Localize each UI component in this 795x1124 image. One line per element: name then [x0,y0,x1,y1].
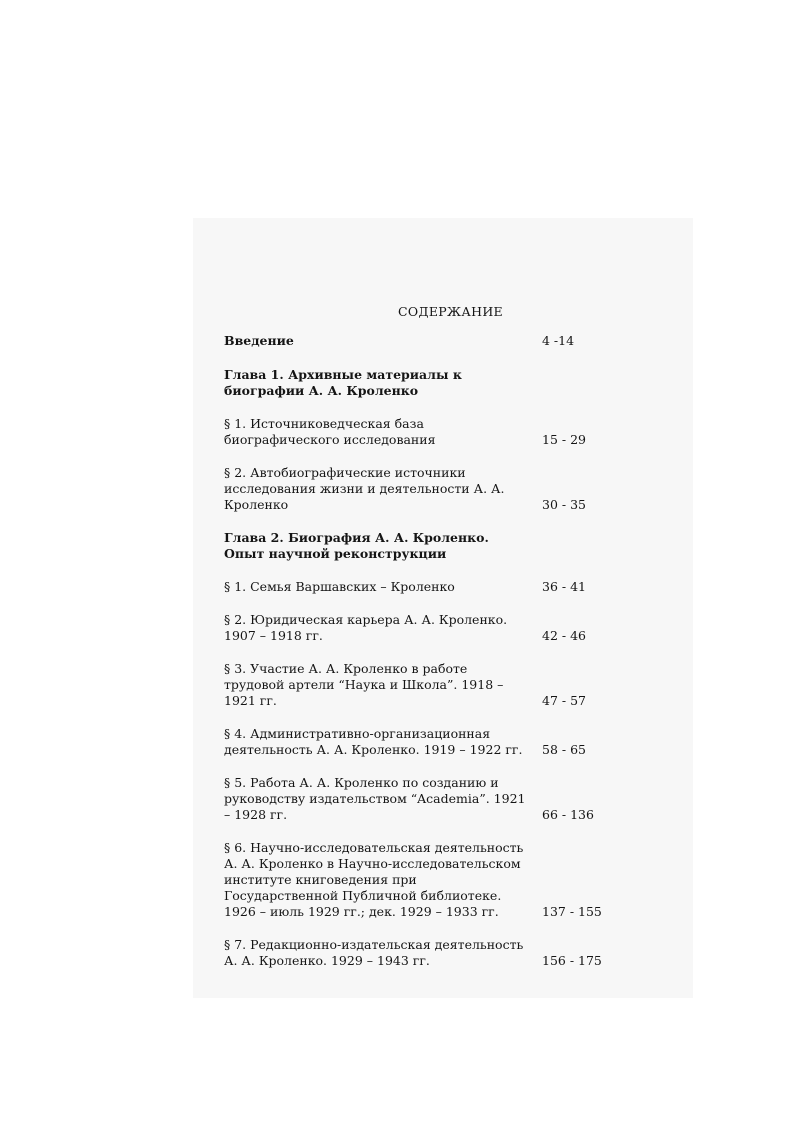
toc-entry-chapter-1 [224,367,614,399]
toc-entry-ch2-sec3 [224,661,614,709]
toc-entry-pages: 30 - 35 [542,497,586,512]
toc-entry-ch2-sec2 [224,612,614,644]
toc-entry-ch2-sec5 [224,775,614,823]
toc-entry-text: § 2. Автобиографические источники исследования жизни и деятельности А. А. Кроленко [224,465,505,512]
toc-entry-text: § 5. Работа А. А. Кроленко по созданию и руководству издательством “Academia”. 1921 – 1928 гг. [224,775,526,822]
toc-entry-ch2-sec1 [224,579,614,595]
toc-entry-pages: 15 - 29 [542,432,586,447]
toc-entry-pages: 137 - 155 [542,904,602,919]
toc-entry-text: Глава 2. Биография А. А. Кроленко. Опыт научной реконструкции [224,530,489,561]
toc-entry-text: Введение [224,333,294,348]
toc-entry-text: § 6. Научно-исследовательская деятельность А. А. Кроленко в Научно-исследовательском институте книговедения при Государственной Публичной библиотеке. 1926 – июль 1929 гг.; дек. 1929 – 1933 гг. [224,840,524,919]
toc-entry-ch2-sec7 [224,937,614,969]
toc-entry-text: § 3. Участие А. А. Кроленко в работе трудовой артели “Наука и Школа”. 1918 – 1921 гг. [224,661,504,708]
toc-entry-pages: 42 - 46 [542,628,586,643]
toc-entry-pages: 47 - 57 [542,693,586,708]
toc-entry-pages: 36 - 41 [542,579,586,594]
toc-entry-text: § 1. Семья Варшавских – Кроленко [224,579,455,594]
toc-entry-text: § 4. Административно-организационная деятельность А. А. Кроленко. 1919 – 1922 гг. [224,726,523,757]
toc-entry-text: § 2. Юридическая карьера А. А. Кроленко. 1907 – 1918 гг. [224,612,508,643]
toc-entry-pages: 66 - 136 [542,807,594,822]
page-title: СОДЕРЖАНИЕ [398,304,503,319]
toc-entry-ch2-sec4 [224,726,614,758]
toc-entry-ch1-sec2 [224,465,614,513]
toc-entry-pages: 4 -14 [542,333,575,348]
toc-entry-pages: 156 - 175 [542,953,602,968]
toc-entry-text: Глава 1. Архивные материалы к биографии А. А. Кроленко [224,367,462,398]
toc-entry-text: § 1. Источниковедческая база биографического исследования [224,416,436,447]
toc-entry-text: § 7. Редакционно-издательская деятельность А. А. Кроленко. 1929 – 1943 гг. [224,937,524,968]
toc-entry-pages: 58 - 65 [542,742,586,757]
toc-entry-ch2-sec6 [224,840,614,920]
toc-entry-introduction [224,333,614,349]
toc-entry-ch1-sec1 [224,416,614,448]
toc-entry-chapter-2 [224,530,614,562]
table-of-contents [224,333,614,969]
